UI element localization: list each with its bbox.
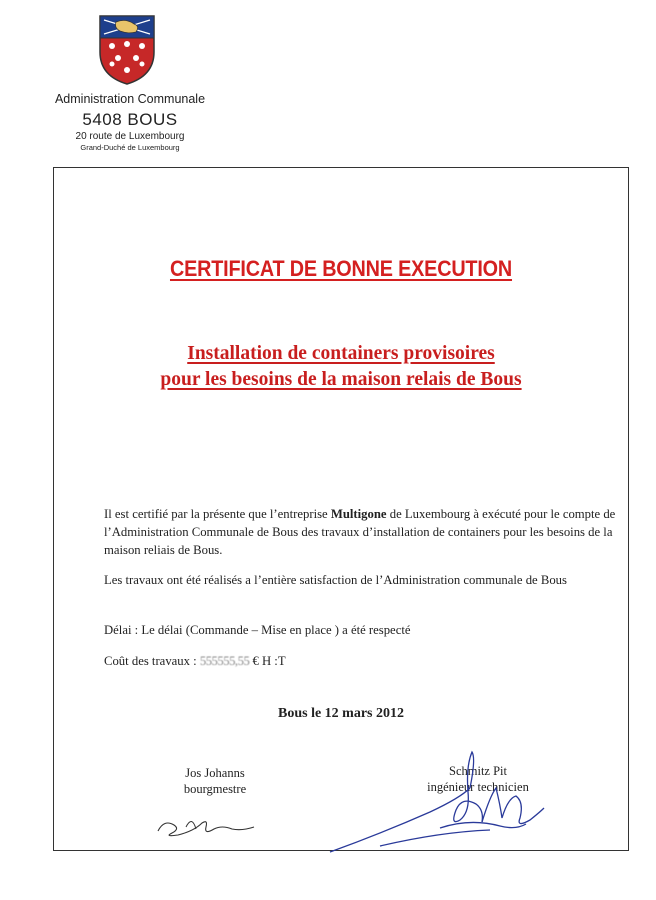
signatory-left-name: Jos Johanns [185, 766, 245, 780]
header-country: Grand-Duché de Luxembourg [80, 143, 180, 152]
p1-after: de Luxembourg à exécuté pour le compte de l’Administration Communale de Bous des travaux d’installation de containers pour les besoins de la maison reliais de Bous. [104, 507, 616, 557]
signatory-left-role: bourgmestre [183, 782, 247, 796]
paragraph-satisfaction: Les travaux ont été réalisés a l’entière satisfaction de l’Administration communale de Bous [104, 573, 567, 587]
header-address: 20 route de Luxembourg [75, 131, 185, 142]
p1-before: Il est certifié par la présente que l’entreprise [104, 507, 331, 521]
date-place: Bous le 12 mars 2012 [278, 706, 404, 721]
signatory-left [150, 765, 280, 797]
subtitle-line-1: Installation de containers provisoires [187, 343, 495, 364]
certificate-subtitle [53, 341, 629, 393]
signatory-right-name: Schmitz Pit [449, 764, 507, 778]
certificate-title: CERTIFICAT DE BONNE EXECUTION [169, 256, 513, 281]
company-name: Multigone [330, 507, 387, 521]
cost-amount-redacted: 555555,55 [199, 654, 250, 668]
signature-right-scribble [320, 748, 550, 858]
subtitle-line-2: pour les besoins de la maison relais de Bous [160, 369, 522, 390]
cost-label: Coût des travaux : [104, 654, 200, 668]
municipality-header [20, 92, 240, 153]
coat-of-arms-logo [96, 12, 158, 86]
signatory-right-role: ingénieur technicien [427, 780, 529, 794]
paragraph-delay: Délai : Le délai (Commande – Mise en place ) a été respecté [104, 623, 411, 637]
header-town: 5408 BOUS [82, 110, 178, 129]
cost-unit: € H :T [249, 654, 286, 668]
paragraph-certification [104, 505, 624, 559]
paragraph-cost [104, 652, 624, 670]
signature-left-scribble [150, 805, 260, 845]
header-admin: Administration Communale [54, 92, 206, 106]
